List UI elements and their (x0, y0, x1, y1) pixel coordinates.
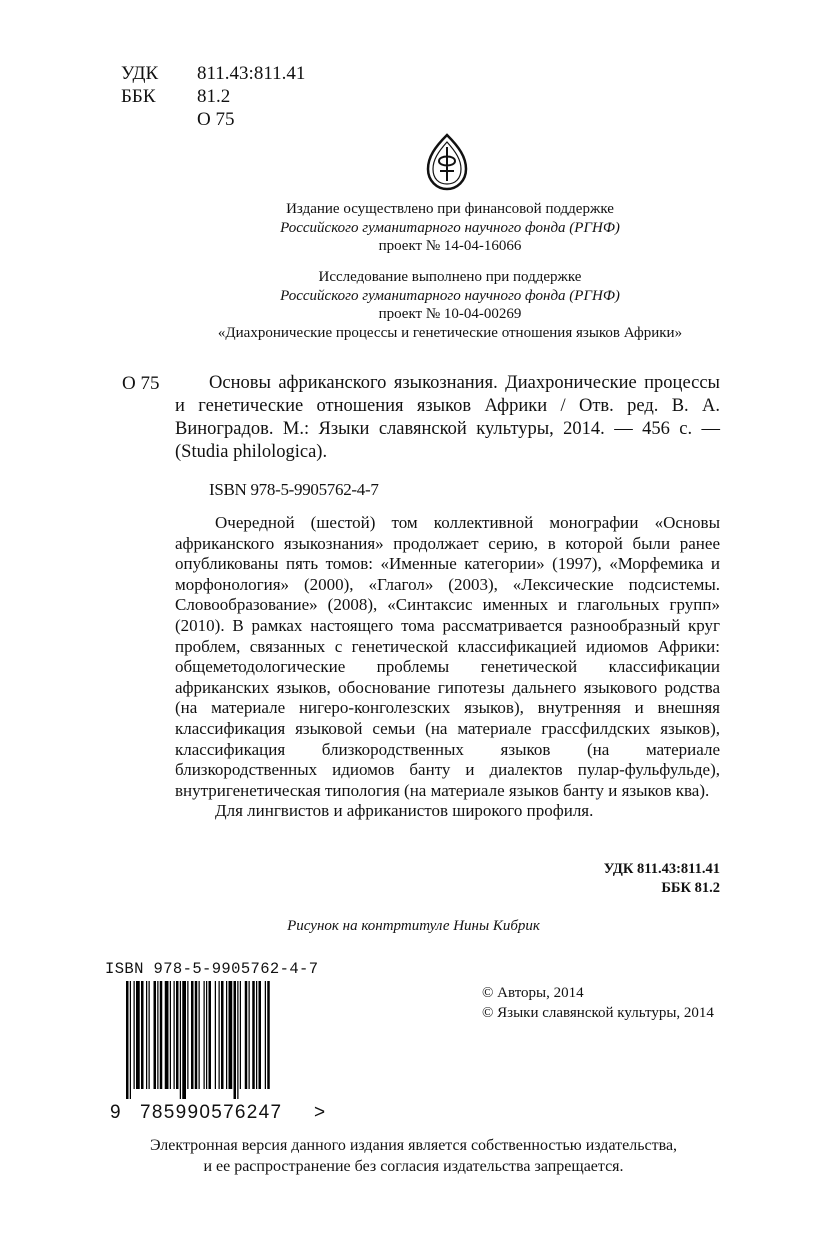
author-mark: О 75 (197, 109, 235, 130)
bibliography-code: О 75 (122, 373, 160, 394)
support-1-line-2: Российского гуманитарного научного фонда (РГНФ) (280, 219, 620, 236)
support-2-line-2: Российского гуманитарного научного фонда (РГНФ) (280, 287, 620, 304)
abstract-text: Очередной (шестой) том коллективной монографии «Основы африканского языкознания» продолжает серию, в которой были ранее опубликованы пять томов: «Именные категории» (1997), «Морфемика и морфонология» (2000), «Глагол» (2003), «Лексические подсистемы. Словообразование» (2008), «Синтаксис именных и глагольных групп» (2010). В рамках настоящего тома рассматривается разнообразный круг проблем, связанных с генетической классификацией идиомов Африки: общеметодологические проблемы генетической классификации африканских языков, обоснование гипотезы дальнего языкового родства (на материале нигеро-конголезских языков), внутренняя и внешняя классификация языковой семьи (на материале грассфилдских языков), классификация близкородственных языков (на материале близкородственных идиомов банту и диалектов пулар-фульфульде), внутригенетическая типология (на материале языков банту и языков ква). (175, 513, 720, 800)
bibliography-entry: Основы африканского языкознания. Диахронические процессы и генетические отношения языков Африки / Отв. ред. В. А. Виноградов. М.: Языки славянской культуры, 2014. — 456 с. — (Studia philologica). (175, 373, 720, 462)
isbn-line: ISBN 978-5-9905762-4-7 (209, 480, 379, 499)
udk-label: УДК (121, 63, 159, 84)
illustration-credit: Рисунок на контртитуле Нины Кибрик (287, 918, 540, 934)
barcode-icon (124, 981, 314, 1099)
barcode-first-digit: 9 (110, 1102, 121, 1123)
udk-value: 811.43:811.41 (197, 63, 306, 84)
barcode-isbn-text: ISBN 978-5-9905762-4-7 (105, 960, 319, 978)
bbk-label: ББК (121, 86, 156, 107)
abstract (175, 513, 720, 822)
barcode-digits: 785990576247 (140, 1102, 283, 1123)
copyright-block (482, 983, 714, 1023)
classification-codes (121, 62, 305, 131)
footer-notice (0, 1135, 827, 1177)
bbk-bold: ББК 81.2 (661, 880, 720, 896)
support-1-line-3: проект № 14-04-16066 (378, 238, 522, 254)
audience-line: Для лингвистов и африканистов широкого профиля. (215, 801, 594, 821)
support-2-line-4: «Диахронические процессы и генетические отношения языков Африки» (217, 324, 683, 341)
footer-line-1: Электронная версия данного издания является собственностью издательства, (149, 1137, 678, 1154)
support-2-line-3: проект № 10-04-00269 (378, 306, 522, 322)
rgnf-logo-icon (425, 133, 469, 191)
copyright-line-1: © Авторы, 2014 (482, 985, 584, 1001)
udk-bbk-bold (604, 860, 720, 898)
support-2-line-1: Исследование выполнено при поддержке (318, 269, 582, 285)
barcode-end-mark: > (314, 1102, 326, 1123)
udk-bold: УДК 811.43:811.41 (603, 861, 720, 877)
support-1-line-1: Издание осуществлено при финансовой поддержке (286, 201, 614, 217)
copyright-line-2: © Языки славянской культуры, 2014 (482, 1005, 714, 1021)
footer-line-2: и ее распространение без согласия издательства запрещается. (203, 1158, 624, 1175)
bbk-value: 81.2 (197, 86, 231, 107)
support-block-1 (150, 200, 750, 256)
support-block-2 (150, 268, 750, 342)
